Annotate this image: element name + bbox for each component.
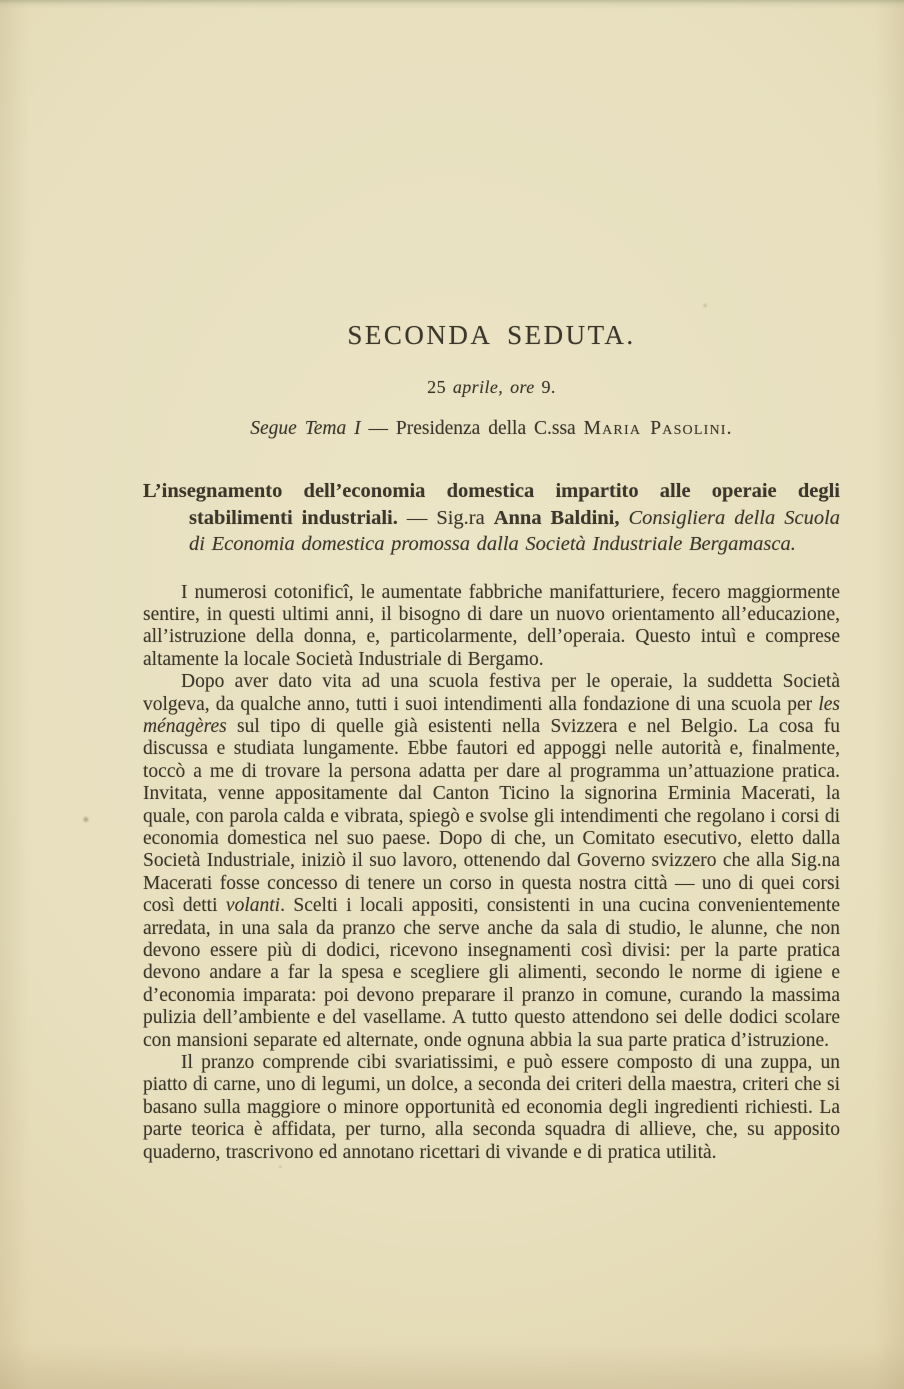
text-segment-smallcaps: Maria Pasolini.: [583, 418, 733, 439]
text-segment-roman: 9.: [541, 377, 556, 397]
body-text: [143, 582, 840, 1165]
text-segment-roman: Dopo aver dato vita ad una scuola festiva per le operaie, la suddetta Società volgeva, da qualche anno, tutti i suoi intendimenti alla fondazione di una scuola per: [143, 671, 840, 715]
text-segment-italic: volanti: [225, 895, 281, 917]
text-segment-roman: Il pranzo comprende cibi svariatissimi, e può essere composto di una zuppa, un piatto di carne, uno di legumi, un dolce, a seconda dei criteri della maestra, criteri che si basano sulla maggiore o minore opportunità ed economia degli ingredienti richiesti. La parte teorica è affidata, per turno, alla seconda squadra di allieve, che, su apposito quaderno, trascrivono ed annotano ricettari di vivande e di pratica utilità.: [143, 1052, 840, 1163]
text-segment-roman: . Scelti i locali appositi, consistenti in una cucina convenientemente arredata, in una sala da pranzo che serve anche da sala di studio, le alunne, che non devono essere più di dodici, ricevono insegnamenti così divisi: per la parte pratica devono andare a far la spesa e scegliere gli alimenti, secondo le norme di igiene e d’economia imparata: poi devono preparare il pranzo in comune, curando la massima pulizia dell’ambiente e del vasellame. A tutto questo attendono sei delle dodici scolare con mansioni separate ed alternate, onde ognuna abbia la sua parte pratica d’istruzione.: [143, 895, 840, 1051]
text-segment-roman: — Presidenza della C.ssa: [360, 418, 584, 439]
body-paragraph: [143, 1052, 840, 1164]
text-segment-italic: aprile, ore: [452, 377, 542, 397]
text-segment-italic: les ménagères: [143, 693, 840, 737]
text-segment-bold: Anna Baldini,: [493, 506, 629, 529]
text-segment-italic: Segue Tema I: [250, 418, 361, 439]
body-paragraph: [143, 582, 840, 672]
text-segment-bold: L’insegnamento dell’economia domestica impartito alle operaie degli stabilimenti industriali.: [143, 480, 840, 529]
section-title: SECONDA SEDUTA.: [347, 320, 636, 350]
text-segment-roman: — Sig.ra: [397, 506, 494, 529]
text-segment-italic: Consigliera della Scuola di Economia domestica promossa dalla Società Industriale Bergamasca.: [189, 506, 841, 555]
session-dateline: [143, 377, 840, 398]
text-segment-roman: I numerosi cotonificî, le aumentate fabbriche manifatturiere, fecero maggiormente sentire, in questi ultimi anni, il bisogno di dare un nuovo orientamento all’educazione, all’istruzione della donna, e, particolarmente, dell’operaia. Questo intuì e comprese altamente la locale Società Industriale di Bergamo.: [143, 581, 840, 670]
text-segment-roman: 25: [427, 377, 453, 397]
session-presidency-line: [143, 418, 840, 440]
body-paragraph: [143, 671, 840, 1052]
talk-heading: [143, 478, 840, 558]
page-content: [143, 320, 840, 1164]
text-segment-roman: sul tipo di quelle già esistenti nella Svizzera e nel Belgio. La cosa fu discussa e studiata lungamente. Ebbe fautori ed appoggi nelle autorità e, finalmente, toccò a me di trovare la persona adatta per dare al programma un’attuazione pratica. Invitata, venne appositamente dal Canton Ticino la signorina Erminia Macerati, la quale, con parola calda e vibrata, spiegò e svolse gli intendimenti che regolano i corsi di economia domestica nel suo paese. Dopo di che, un Comitato esecutivo, eletto dalla Società Industriale, iniziò il suo lavoro, ottenendo dal Governo svizzero che alla Sig.na Macerati fosse concesso di tenere un corso in questa nostra città — uno di quei corsi così detti: [143, 715, 840, 917]
